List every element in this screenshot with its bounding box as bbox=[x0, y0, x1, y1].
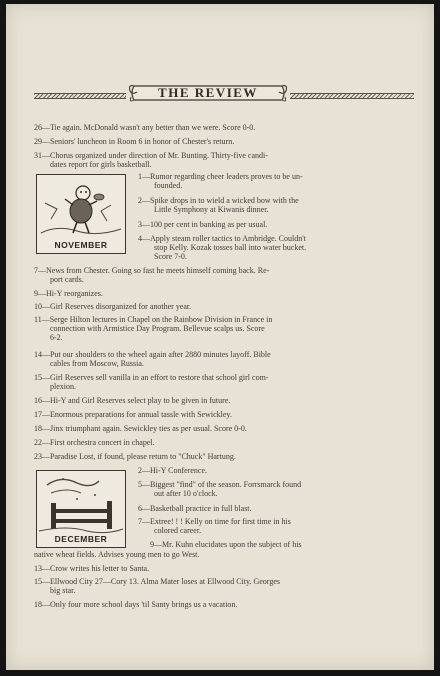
entry-text: Serge Hilton lectures in Chapel on the Rainbow Division in France in bbox=[49, 315, 273, 324]
list-item: 18—Only four more school days 'til Santy brings us a vacation. bbox=[34, 600, 238, 609]
entry-text: Mr. Kuhn elucidates upon the subject of his bbox=[162, 540, 302, 549]
list-item: 2—Hi-Y Conference. bbox=[138, 466, 208, 475]
list-item: 9—Hi-Y reorganizes. bbox=[34, 289, 103, 298]
entry-continuation: dates report for girls basketball. bbox=[50, 160, 152, 169]
entry-text: native wheat fields. Advises young men to go West. bbox=[34, 550, 200, 559]
entry-text: Paradise Lost, if found, please return to "Chuck" Hartung. bbox=[50, 452, 236, 461]
entry-date: 10 bbox=[34, 302, 42, 311]
entry-date: 13 bbox=[34, 564, 42, 573]
list-item: 13—Crow writes his letter to Santa. bbox=[34, 564, 150, 573]
entry-text: Rumor regarding cheer leaders proves to be un- bbox=[150, 172, 303, 181]
entry-text: Enormous preparations for annual tassle with Sewickley. bbox=[50, 410, 232, 419]
list-item: 29—Seniors' luncheon in Room 6 in honor of Chester's return. bbox=[34, 137, 235, 146]
entry-date: 2 bbox=[138, 196, 142, 205]
entry-text: Ellwood City 27—Cory 13. Alma Mater loses at Ellwood City. Georges bbox=[50, 577, 280, 586]
entry-text: Chorus organized under direction of Mr. Bunting. Thirty-five candi- bbox=[50, 151, 268, 160]
entry-text: Girl Reserves disorganized for another year. bbox=[50, 302, 192, 311]
entry-continuation: cables from Moscow, Russia. bbox=[50, 359, 144, 368]
december-illustration bbox=[36, 470, 126, 548]
entry-date: 22 bbox=[34, 438, 42, 447]
snowy-fence-icon bbox=[37, 471, 125, 535]
page bbox=[6, 4, 434, 670]
entry-continuation: big star. bbox=[50, 586, 76, 595]
list-item bbox=[34, 550, 414, 559]
entry-text: News from Chester. Going so fast he meets himself coming back. Re- bbox=[46, 266, 270, 275]
football-player-icon bbox=[37, 175, 125, 241]
list-item: 15—Girl Reserves sell vanilla in an effort to restore that school girl com- plexion. bbox=[34, 373, 414, 391]
entry-text: Hi-Y Conference. bbox=[150, 466, 208, 475]
entry-text: Extree! ! ! Kelly on time for first time in his bbox=[150, 517, 291, 526]
entry-date: 5 bbox=[138, 480, 142, 489]
entry-text: Spike drops in to wield a wicked bow with the bbox=[150, 196, 299, 205]
entry-continuation: connection with Armistice Day Program. Bellevue scalps us. Score bbox=[50, 324, 265, 333]
list-item: 15—Ellwood City 27—Cory 13. Alma Mater loses at Ellwood City. Georges big star. bbox=[34, 577, 414, 595]
entry-continuation: colored career. bbox=[154, 526, 202, 535]
list-item: 1—Rumor regarding cheer leaders proves to be un- founded. bbox=[138, 172, 414, 190]
entry-text: Apply steam roller tactics to Ambridge. Couldn't bbox=[150, 234, 306, 243]
header-rule-right bbox=[290, 93, 414, 99]
list-item: 22—First orchestra concert in chapel. bbox=[34, 438, 155, 447]
entry-date: 18 bbox=[34, 424, 42, 433]
entry-date: 17 bbox=[34, 410, 42, 419]
entry-date: 2 bbox=[138, 466, 142, 475]
list-item: 23—Paradise Lost, if found, please return to "Chuck" Hartung. bbox=[34, 452, 236, 461]
list-item: 5—Biggest "find" of the season. Forrsmarck found out after 10 o'clock. bbox=[138, 480, 414, 498]
list-item: 6—Basketball practice in full blast. bbox=[138, 504, 252, 513]
entry-text: 100 per cent in banking as per usual. bbox=[150, 220, 268, 229]
entry-text: Seniors' luncheon in Room 6 in honor of Chester's return. bbox=[50, 137, 235, 146]
entry-text: Only four more school days 'til Santy brings us a vacation. bbox=[50, 600, 238, 609]
entry-date: 14 bbox=[34, 350, 42, 359]
entry-date: 31 bbox=[34, 151, 42, 160]
header-rule-left bbox=[34, 93, 126, 99]
entry-continuation: port cards. bbox=[50, 275, 84, 284]
entry-text: Crow writes his letter to Santa. bbox=[50, 564, 150, 573]
entry-text: Put our shoulders to the wheel again after 2880 minutes layoff. Bible bbox=[50, 350, 271, 359]
entry-text: Hi-Y and Girl Reserves select play to be given in future. bbox=[50, 396, 231, 405]
entry-date: 9 bbox=[150, 540, 154, 549]
list-item: 31—Chorus organized under direction of Mr. Bunting. Thirty-five candi- dates report for girls basketball. bbox=[34, 151, 414, 169]
list-item: 18—Jinx triumphant again. Sewickley ties as per usual. Score 0-0. bbox=[34, 424, 247, 433]
entry-date: 1 bbox=[138, 172, 142, 181]
entry-date: 15 bbox=[34, 373, 42, 382]
page-header bbox=[34, 82, 414, 106]
november-illustration bbox=[36, 174, 126, 254]
entry-text: Girl Reserves sell vanilla in an effort to restore that school girl com- bbox=[50, 373, 269, 382]
entry-date: 15 bbox=[34, 577, 42, 586]
list-item: 4—Apply steam roller tactics to Ambridge. Couldn't stop Kelly. Kozak tosses ball into water bucket. Score 7-0. bbox=[138, 234, 414, 261]
entry-text: First orchestra concert in chapel. bbox=[50, 438, 155, 447]
entry-text: Basketball practice in full blast. bbox=[150, 504, 252, 513]
entry-text: Tie again. McDonald wasn't any better than we were. Score 0-0. bbox=[50, 123, 256, 132]
entry-date: 26 bbox=[34, 123, 42, 132]
entry-date: 9 bbox=[34, 289, 38, 298]
entry-text: Hi-Y reorganizes. bbox=[46, 289, 103, 298]
entry-date: 7 bbox=[138, 517, 142, 526]
header-title-plaque bbox=[128, 82, 288, 104]
list-item: 26—Tie again. McDonald wasn't any better than we were. Score 0-0. bbox=[34, 123, 256, 132]
entry-date: 18 bbox=[34, 600, 42, 609]
entry-continuation: 6-2. bbox=[50, 333, 63, 342]
entry-date: 6 bbox=[138, 504, 142, 513]
list-item: 3—100 per cent in banking as per usual. bbox=[138, 220, 268, 229]
entry-continuation: plexion. bbox=[50, 382, 76, 391]
list-item: 17—Enormous preparations for annual tassle with Sewickley. bbox=[34, 410, 232, 419]
entry-date: 11 bbox=[34, 315, 42, 324]
page-title: THE REVIEW bbox=[158, 85, 258, 100]
entry-continuation: founded. bbox=[154, 181, 183, 190]
entry-date: 3 bbox=[138, 220, 142, 229]
november-label: NOVEMBER bbox=[54, 240, 108, 250]
entry-continuation: Score 7-0. bbox=[154, 252, 187, 261]
entry-continuation: out after 10 o'clock. bbox=[154, 489, 218, 498]
list-item: 7—News from Chester. Going so fast he meets himself coming back. Re- port cards. bbox=[34, 266, 414, 284]
entry-date: 29 bbox=[34, 137, 42, 146]
list-item: 14—Put our shoulders to the wheel again after 2880 minutes layoff. Bible cables from Moscow, Russia. bbox=[34, 350, 414, 368]
entry-date: 16 bbox=[34, 396, 42, 405]
entry-date: 7 bbox=[34, 266, 38, 275]
list-item: 11—Serge Hilton lectures in Chapel on the Rainbow Division in France in connection with Armistice Day Program. Bellevue scalps us. Score 6-2. bbox=[34, 315, 414, 342]
list-item: 7—Extree! ! ! Kelly on time for first time in his colored career. bbox=[138, 517, 414, 535]
entry-date: 4 bbox=[138, 234, 142, 243]
entry-continuation: stop Kelly. Kozak tosses ball into water bucket. bbox=[154, 243, 307, 252]
list-item: 10—Girl Reserves disorganized for another year. bbox=[34, 302, 192, 311]
entry-date: 23 bbox=[34, 452, 42, 461]
list-item: 2—Spike drops in to wield a wicked bow with the Little Symphony at Kiwanis dinner. bbox=[138, 196, 414, 214]
entry-continuation: Little Symphony at Kiwanis dinner. bbox=[154, 205, 269, 214]
december-label: DECEMBER bbox=[54, 534, 108, 544]
list-item: 16—Hi-Y and Girl Reserves select play to be given in future. bbox=[34, 396, 231, 405]
entry-text: Biggest "find" of the season. Forrsmarck found bbox=[150, 480, 302, 489]
entry-text: Jinx triumphant again. Sewickley ties as per usual. Score 0-0. bbox=[50, 424, 247, 433]
list-item: 9—Mr. Kuhn elucidates upon the subject of his bbox=[150, 540, 302, 549]
